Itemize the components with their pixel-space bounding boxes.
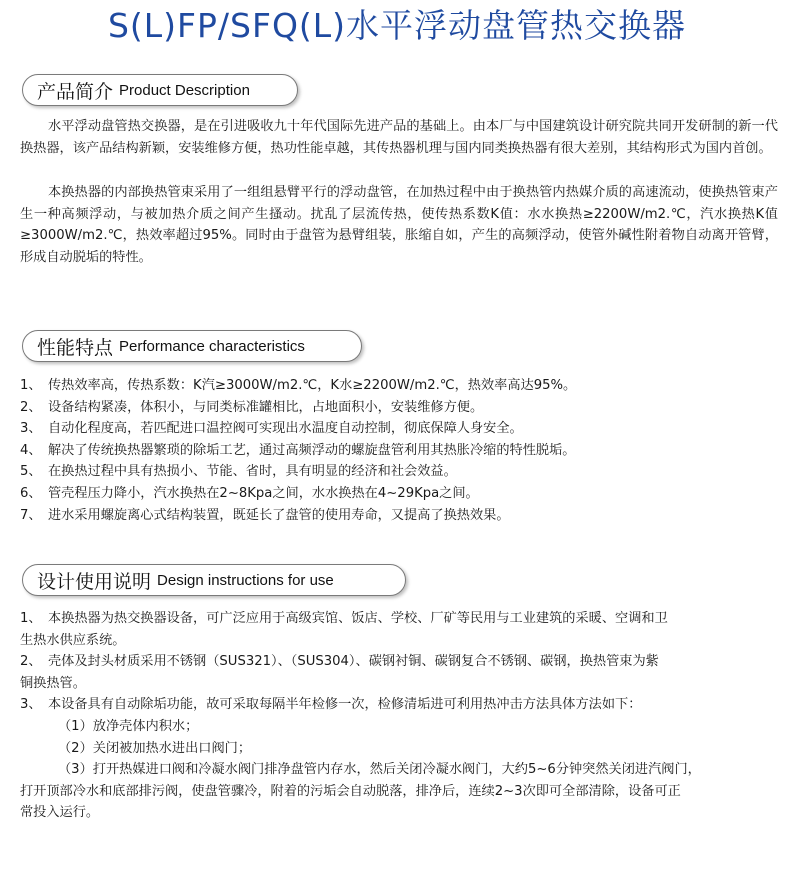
design-sub-step-2: （2）关闭被加热水进出口阀门； (58, 740, 252, 756)
design-item-2-cont: 铜换热管。 (20, 675, 86, 691)
section-header-design (22, 564, 406, 596)
section-title-en: Product Description (119, 81, 250, 99)
performance-list (20, 375, 778, 526)
list-item: 4、 解决了传统换热器繁琐的除垢工艺，通过高频浮动的螺旋盘管利用其热胀冷缩的特性脱垢。 (20, 442, 576, 458)
section-title-zh: 产品简介 (37, 80, 114, 103)
list-item: 5、 在换热过程中具有热损小、节能、省时，具有明显的经济和社会效益。 (20, 464, 457, 480)
design-item-3: 3、 本设备具有自动除垢功能，故可采取每隔半年检修一次，检修清垢进可利用热冲击方法具体方法如下： (20, 697, 642, 713)
page-title: S(L)FP/SFQ(L)水平浮动盘管热交换器 (107, 6, 687, 45)
section-title-zh: 设计使用说明 (37, 570, 152, 593)
list-item: 7、 进水采用螺旋离心式结构装置，既延长了盘管的使用寿命，又提高了换热效果。 (20, 507, 510, 523)
design-sub-step-1: （1）放净壳体内积水； (58, 718, 199, 734)
product-paragraph-1: 水平浮动盘管热交换器，是在引进吸收九十年代国际先进产品的基础上。由本厂与中国建筑设计研究院共同开发研制的新一代换热器，该产品结构新颖，安装维修方便，热功性能卓越，其传热器机理与国内同类换热器有很大差别，其结构形式为国内首创。 (20, 119, 778, 156)
list-item: 1、 传热效率高，传热系数：K汽≥3000W/m2.℃，K水≥2200W/m2.℃，热效率高达95%。 (20, 378, 577, 393)
design-sub-step-3-cont-2: 常投入运行。 (20, 805, 100, 821)
section-title-zh: 性能特点 (37, 336, 114, 359)
list-item: 6、 管壳程压力降小，汽水换热在2~8Kpa之间，水水换热在4~29Kpa之间。 (20, 485, 479, 501)
list-item: 2、 设备结构紧凑，体积小，与同类标准罐相比，占地面积小，安装维修方便。 (20, 399, 484, 415)
design-sub-step-3-cont: 打开顶部冷水和底部排污阀，使盘管骤冷，附着的污垢会自动脱落，排净后，连续2~3次即可全部清除，设备可正 (20, 783, 681, 799)
design-item-1: 1、 本换热器为热交换器设备，可广泛应用于高级宾馆、饭店、学校、厂矿等民用与工业建筑的采暖、空调和卫 (20, 611, 668, 626)
product-paragraph-2: 本换热器的内部换热管束采用了一组组悬臂平行的浮动盘管，在加热过程中由于换热管内热媒介质的高速流动，使换热管束产生一种高频浮动，与被加热介质之间产生搔动。扰乱了层流传热，使传热系数K值：水水换热≥2200W/m2.℃，汽水换热K值≥3000W/m2.℃，热效率超过95%。同时由于盘管为悬臂组装，胀缩自如，产生的高频浮动，使管外碱性附着物自动离开管臂，形成自动脱垢的特性。 (20, 185, 778, 265)
design-sub-step-3: （3）打开热媒进口阀和冷凝水阀门排净盘管内存水，然后关闭冷凝水阀门，大约5~6分钟突然关闭进汽阀门， (58, 762, 701, 778)
section-title-en: Performance characteristics (119, 337, 305, 355)
design-item-1-cont: 生热水供应系统。 (20, 632, 126, 648)
section-header-performance (22, 330, 362, 362)
section-header-product (22, 74, 298, 106)
list-item: 3、 自动化程度高，若匹配进口温控阀可实现出水温度自动控制，彻底保障人身安全。 (20, 421, 523, 437)
design-instructions (20, 608, 778, 824)
section-title-en: Design instructions for use (157, 571, 334, 589)
design-item-2: 2、 壳体及封头材质采用不锈钢（SUS321）、（SUS304）、碳钢衬铜、碳钢复合不锈钢、碳钢，换热管束为紫 (20, 654, 659, 670)
